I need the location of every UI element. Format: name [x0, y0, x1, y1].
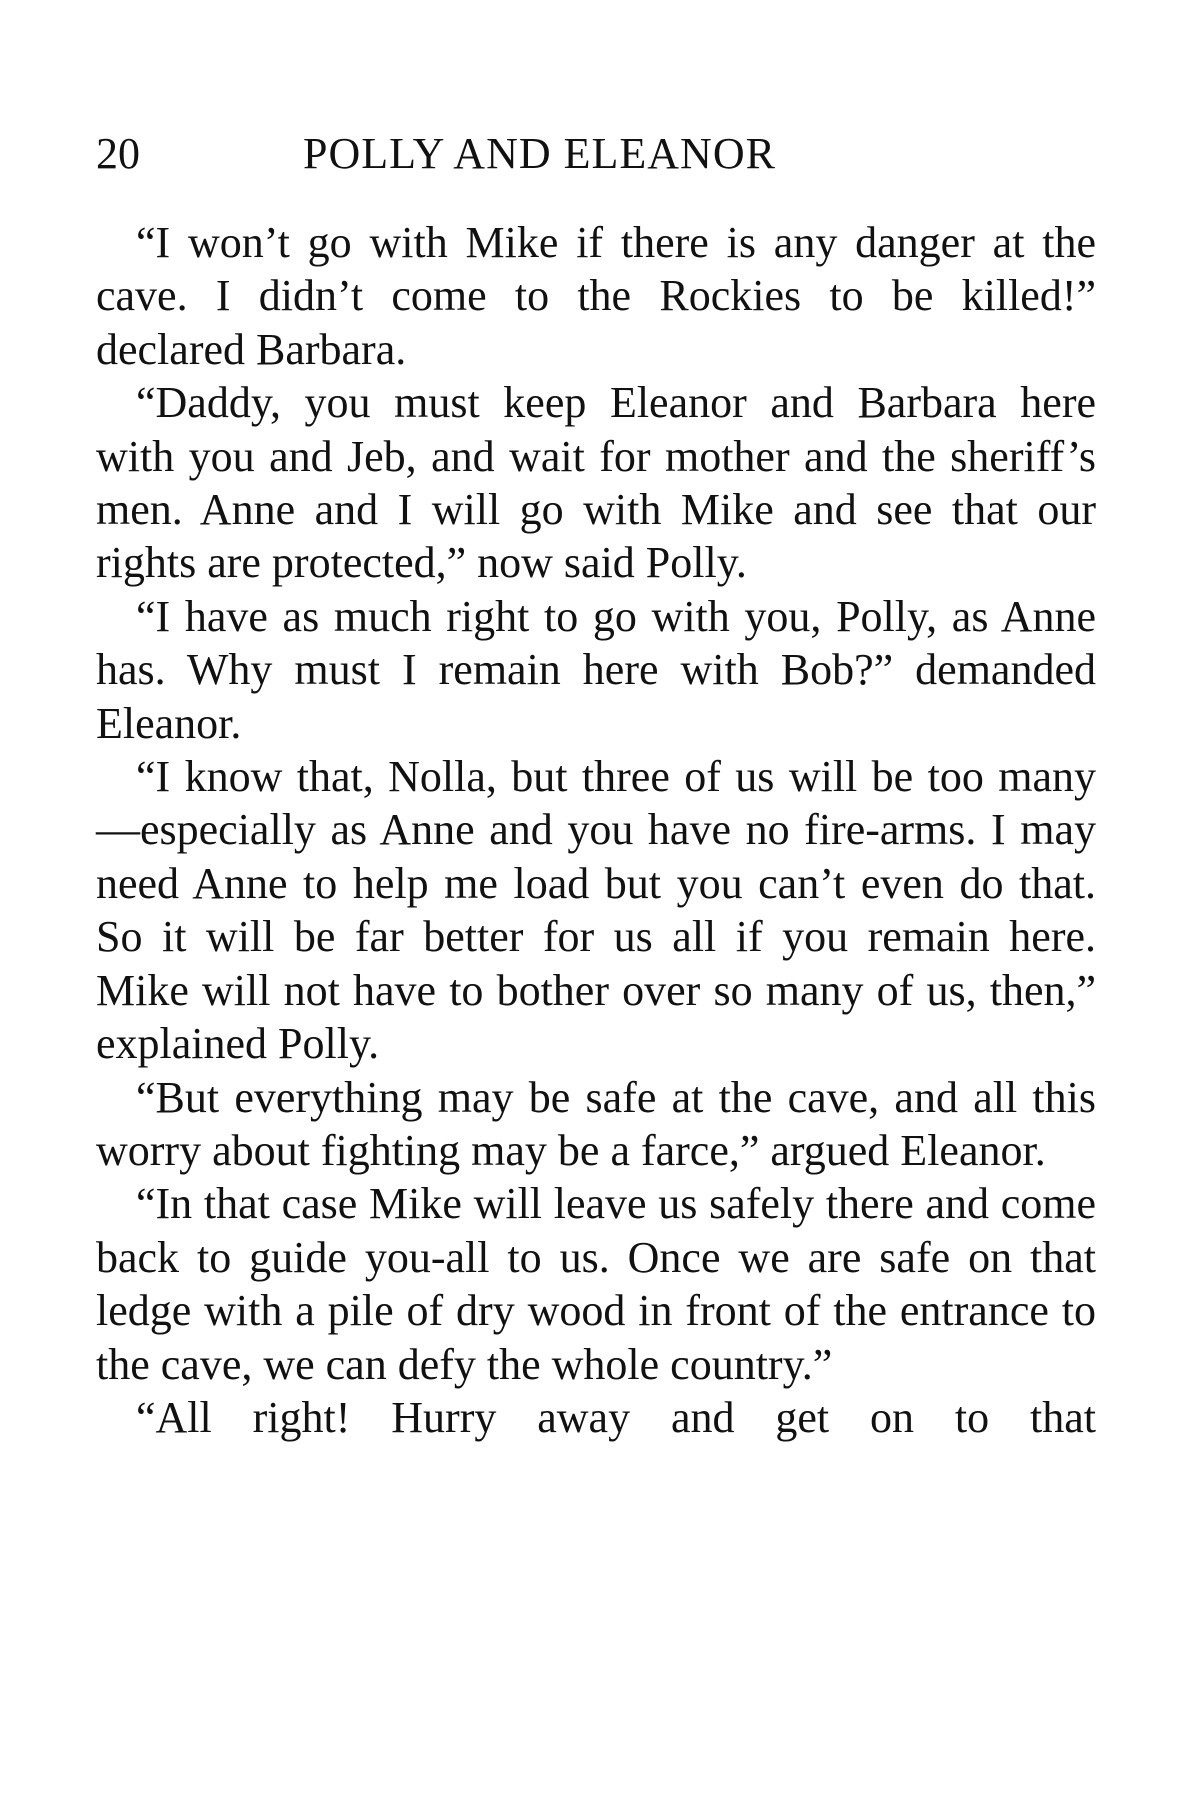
paragraph: “In that case Mike will leave us safely there and come back to guide you-all to us. Once we are safe on that ledge with a pile of dry wood in front of the entrance to the cave, we can defy the whole country.”: [96, 1179, 1096, 1389]
paragraph: “All right! Hurry away and get on to that: [136, 1392, 1096, 1442]
paragraph: “I have as much right to go with you, Polly, as Anne has. Why must I remain here with Bob?” demanded Eleanor.: [96, 591, 1096, 748]
page-header: [96, 124, 1096, 184]
page-number: 20: [96, 129, 140, 178]
body-text: [96, 216, 1096, 1444]
paragraph: “But everything may be safe at the cave, and all this worry about fighting may be a farce,” argued Eleanor.: [96, 1072, 1096, 1175]
paragraph: “I won’t go with Mike if there is any danger at the cave. I didn’t come to the Rockies to be killed!” declared Barbara.: [96, 218, 1096, 374]
paragraph: “Daddy, you must keep Eleanor and Barbara here with you and Jeb, and wait for mother and the sheriff’s men. Anne and I will go with Mike and see that our rights are protected,” now said Polly.: [96, 378, 1096, 588]
running-title: POLLY AND ELEANOR: [303, 129, 776, 178]
paragraph: “I know that, Nolla, but three of us will be too many—especially as Anne and you have no fire-arms. I may need Anne to help me load but you can’t even do that. So it will be far better for us all if you remain here. Mike will not have to bother over so many of us, then,” explained Polly.: [96, 752, 1096, 1069]
